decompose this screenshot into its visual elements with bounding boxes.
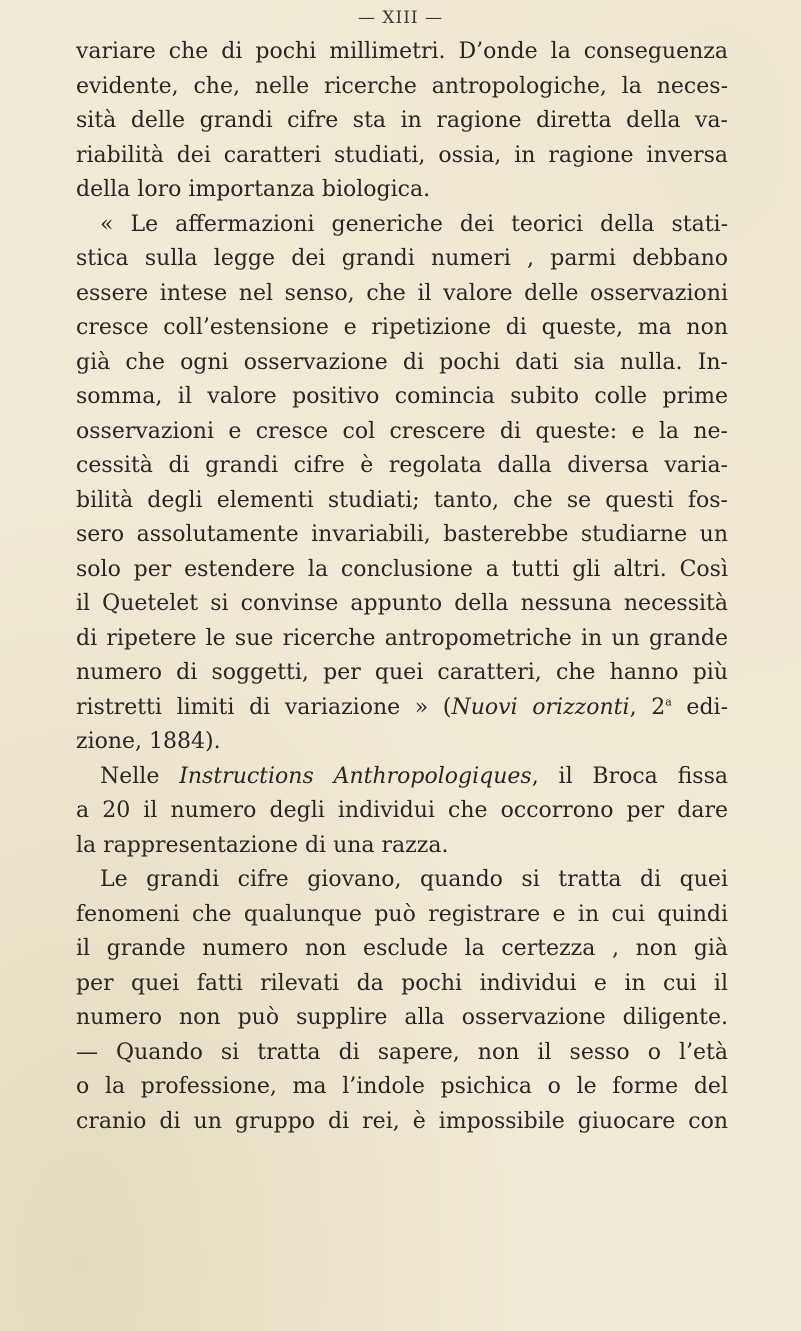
text-line: il Quetelet si convinse appunto della nessuna necessità bbox=[76, 591, 728, 616]
text-line: cessità di grandi cifre è regolata dalla diversa varia- bbox=[76, 453, 728, 478]
text-line: cranio di un gruppo di rei, è impossibile giuocare con bbox=[76, 1108, 728, 1134]
text-line: di ripetere le sue ricerche antropometriche in un grande bbox=[76, 625, 728, 651]
text-fragment: ristretti limiti di variazione » ( bbox=[76, 694, 452, 720]
text-line: evidente, che, nelle ricerche antropologiche, la neces- bbox=[76, 73, 728, 99]
text-fragment: , il Broca fissa bbox=[531, 763, 728, 789]
text-line: somma, il valore positivo comincia subito colle prime bbox=[76, 384, 728, 409]
text-line: riabilità dei caratteri studiati, ossia, in ragione inversa bbox=[76, 142, 728, 168]
text-line: « Le affermazioni generiche dei teorici della stati- bbox=[100, 211, 728, 237]
text-line: della loro importanza biologica. bbox=[76, 177, 431, 202]
text-line: fenomeni che qualunque può registrare e in cui quindi bbox=[76, 901, 728, 927]
text-line: bilità degli elementi studiati; tanto, che se questi fos- bbox=[76, 487, 728, 513]
text-line: solo per estendere la conclusione a tutti gli altri. Così bbox=[76, 556, 728, 582]
edition-superscript: a bbox=[665, 695, 672, 709]
text-fragment: Nelle bbox=[100, 763, 180, 789]
text-line: Le grandi cifre giovano, quando si tratta di quei bbox=[100, 867, 728, 892]
text-line: essere intese nel senso, che il valore delle osservazioni bbox=[76, 280, 728, 306]
text-line-broca bbox=[76, 760, 728, 795]
text-line: a 20 il numero degli individui che occorrono per dare bbox=[76, 798, 728, 823]
text-line: la rappresentazione di una razza. bbox=[76, 832, 449, 858]
text-line: stica sulla legge dei grandi numeri , parmi debbano bbox=[76, 246, 728, 271]
text-line: sità delle grandi cifre sta in ragione diretta della va- bbox=[76, 108, 728, 133]
text-line: numero non può supplire alla osservazione diligente. bbox=[76, 1005, 728, 1030]
page-number: — XIII — bbox=[357, 8, 444, 28]
text-line: sero assolutamente invariabili, basterebbe studiarne un bbox=[76, 522, 728, 547]
text-line: per quei fatti rilevati da pochi individui e in cui il bbox=[76, 970, 728, 996]
text-line: zione, 1884). bbox=[76, 729, 221, 754]
body-text bbox=[76, 35, 728, 1139]
text-line: cresce coll’estensione e ripetizione di queste, ma non bbox=[76, 315, 728, 340]
text-line: variare che di pochi millimetri. D’onde la conseguenza bbox=[76, 39, 728, 64]
text-line: osservazioni e cresce col crescere di queste: e la ne- bbox=[76, 418, 728, 444]
text-fragment: , 2 bbox=[629, 694, 666, 720]
text-line: numero di soggetti, per quei caratteri, che hanno più bbox=[76, 660, 728, 685]
citation-title: Nuovi orizzonti bbox=[451, 694, 630, 720]
text-line-citation bbox=[76, 691, 728, 726]
text-fragment: edi- bbox=[671, 694, 729, 720]
text-line: — Quando si tratta di sapere, non il sesso o l’età bbox=[76, 1039, 728, 1065]
text-line: già che ogni osservazione di pochi dati sia nulla. In- bbox=[76, 349, 728, 375]
text-line: o la professione, ma l’indole psichica o le forme del bbox=[76, 1074, 728, 1099]
book-title: Instructions Anthropologiques bbox=[179, 763, 532, 789]
text-line: il grande numero non esclude la certezza , non già bbox=[76, 936, 728, 961]
